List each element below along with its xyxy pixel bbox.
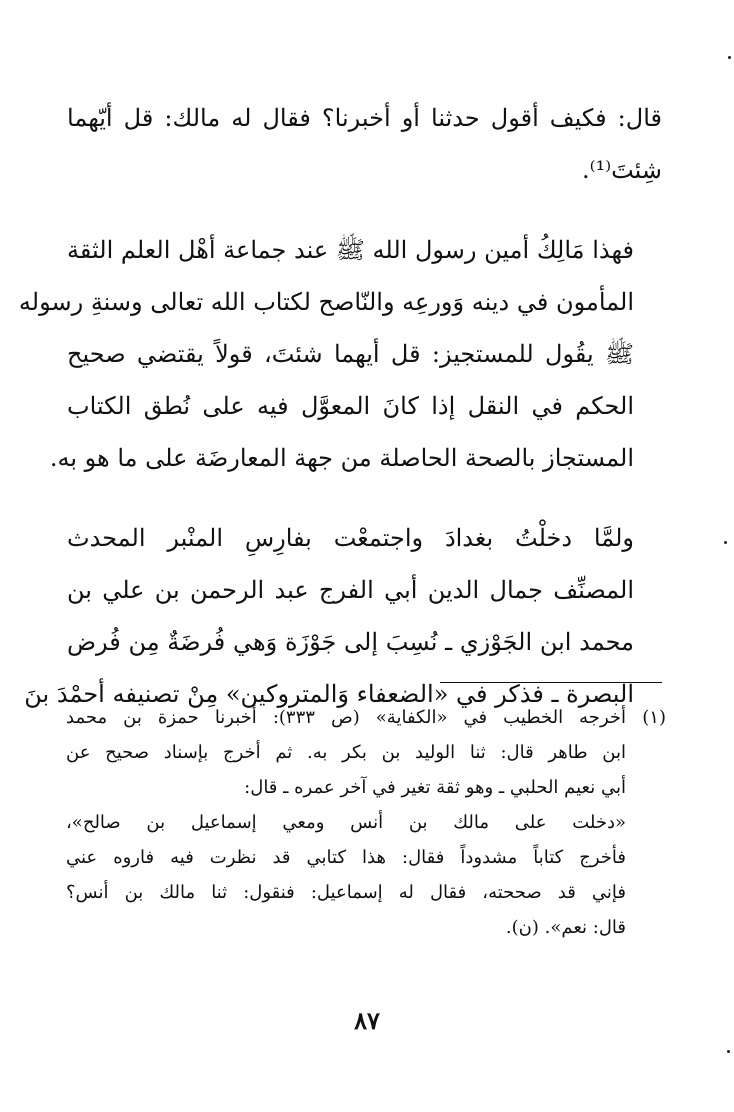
footnote-number: (١) [642,707,666,728]
footnote-line: فإني قد صححته، فقال له إسماعيل: فنقول: ثنا مالك بن أنس؟ [66,882,626,903]
text-line: فهذا مَالِكُ أمين رسول الله ﷺ عند جماعة أهْل العلم الثقة [67,236,634,264]
footnote-line: قال: نعم». (ن). [505,917,626,938]
text-line: البصرة ـ فذكر في «الضعفاء وَالمتروكين» مِنْ تصنيفه أحمْدَ بنَ [24,680,634,708]
edge-mark-top [728,56,731,59]
footnote-line: «دخلت على مالك بن أنس ومعي إسماعيل بن صالح»، [66,812,626,833]
text-line: المستجاز بالصحة الحاصلة من جهة المعارضَة على ما هو به. [49,444,634,472]
main-text [18,92,662,720]
text-line: المأمون في دينه وَورعِه والنّاصح لكتاب الله تعالى وسنةِ رسوله [18,288,634,316]
text-line: ولمَّا دخلْتُ بغدادَ واجتمعْت بفارِسِ المنْبر المحدث [67,524,634,552]
footnote-separator [440,682,662,683]
footnote [66,700,666,945]
footnote-line: أبي نعيم الحلبي ـ وهو ثقة تغير في آخر عمره ـ قال: [244,777,626,798]
paragraph-2 [18,224,662,484]
text-line: المصنِّف جمال الدين أبي الفرج عبد الرحمن بن علي بن [67,576,634,604]
text-line: الحكم في النقل إذا كانَ المعوَّل فيه على نُطق الكتاب [67,392,634,420]
paragraph-1 [67,92,662,196]
edge-mark-bottom [727,1050,730,1053]
text-line: قال: فكيف أقول حدثنا أو أخبرنا؟ فقال له مالك: قل أيّهما [67,104,662,132]
text-line: ﷺ يقُول للمستجيز: قل أيهما شئتَ، قولاً يقتضي صحيح [67,340,634,368]
footnote-line: أخرجه الخطيب في «الكفاية» (ص ٣٣٣): أخبرنا حمزة بن محمد [66,707,626,728]
footnote-line: فأخرج كتاباً مشدوداً فقال: هذا كتابي قد نظرت فيه فاروه عني [66,847,626,868]
footnote-body [66,700,626,945]
text-line: شِئتَ⁽¹⁾. [582,156,662,184]
page-number: ٨٧ [354,1006,380,1035]
footnote-line: ابن طاهر قال: ثنا الوليد بن بكر به. ثم أخرج بإسناد صحيح عن [66,742,626,763]
paragraph-3 [24,512,662,720]
edge-mark-middle [724,541,727,544]
text-line: محمد ابن الجَوْزي ـ نُسِبَ إلى جَوْزَة وَهي فُرضَةٌ مِن فُرض [67,628,634,656]
